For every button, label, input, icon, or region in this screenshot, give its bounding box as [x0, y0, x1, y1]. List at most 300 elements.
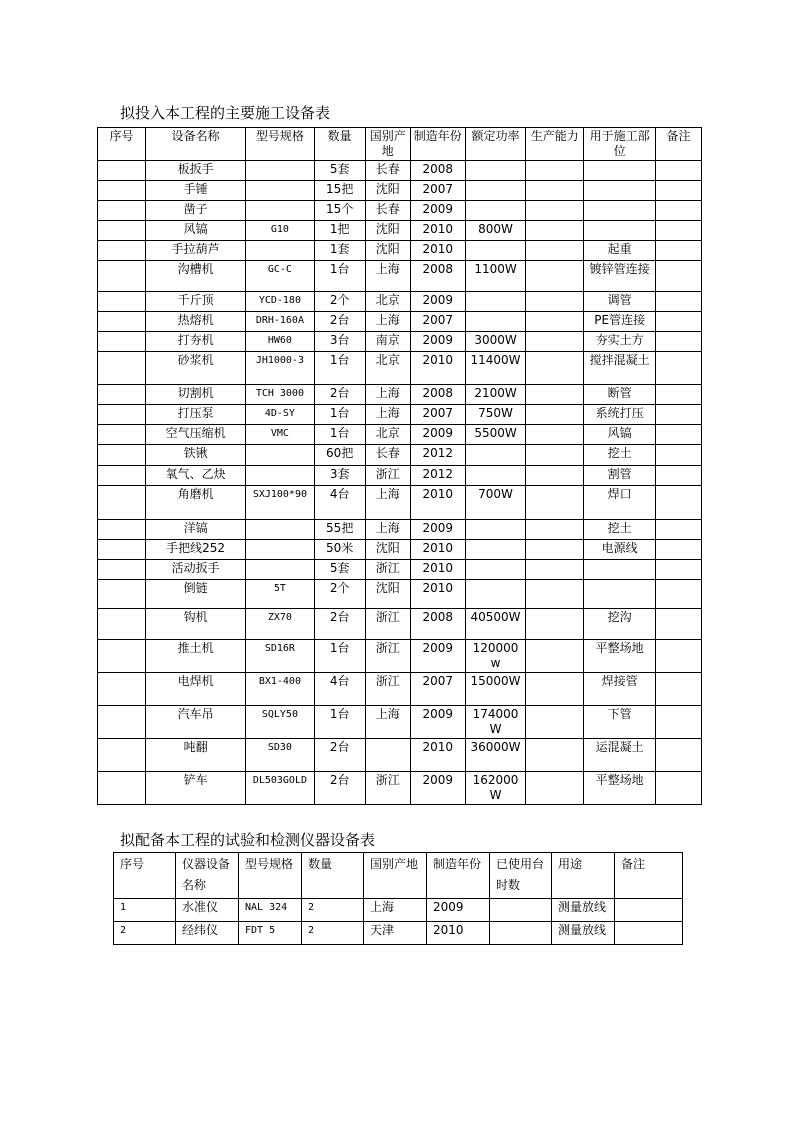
cell-year: 2009: [410, 640, 465, 673]
cell-model: JH1000-3: [246, 352, 314, 385]
cell-remark: [655, 181, 701, 201]
table-row: [98, 352, 702, 385]
table-row: [98, 466, 702, 486]
table-row: [98, 609, 702, 640]
cell-name: 沟槽机: [146, 261, 246, 292]
cell-remark: [655, 640, 701, 673]
cell-remark: [655, 352, 701, 385]
cell-name: 打压泵: [146, 405, 246, 425]
cell-origin: 浙江: [365, 640, 410, 673]
cell-quantity: 2台: [314, 772, 365, 805]
cell-index: [98, 739, 146, 772]
cell-year: 2009: [410, 520, 465, 540]
table-row: [98, 261, 702, 292]
instrument-table: [113, 852, 683, 945]
cell-usage: 调管: [584, 292, 656, 312]
table-row: [98, 181, 702, 201]
header-capacity: 生产能力: [526, 128, 584, 161]
header-year: 制造年份: [410, 128, 465, 161]
cell-capacity: [526, 520, 584, 540]
cell-model: HW60: [246, 332, 314, 352]
cell-model: [246, 560, 314, 580]
cell-quantity: 1台: [314, 706, 365, 739]
header-remark: 备注: [615, 853, 683, 899]
cell-capacity: [526, 466, 584, 486]
cell-model: 4D-SY: [246, 405, 314, 425]
cell-remark: [655, 312, 701, 332]
cell-index: [98, 405, 146, 425]
cell-index: 1: [114, 899, 176, 922]
cell-usage: [584, 221, 656, 241]
cell-year: 2009: [410, 425, 465, 445]
cell-year: 2012: [410, 445, 465, 466]
cell-origin: 上海: [365, 261, 410, 292]
cell-power: 700W: [465, 486, 525, 520]
cell-name: 钩机: [146, 609, 246, 640]
cell-usage: [584, 161, 656, 181]
cell-remark: [655, 580, 701, 609]
header-quantity: 数量: [302, 853, 364, 899]
cell-origin: 浙江: [365, 560, 410, 580]
cell-index: 2: [114, 922, 176, 945]
cell-index: [98, 385, 146, 405]
cell-origin: 沈阳: [365, 580, 410, 609]
cell-quantity: 4台: [314, 486, 365, 520]
cell-index: [98, 241, 146, 261]
table-row: [98, 161, 702, 181]
cell-quantity: 2台: [314, 385, 365, 405]
cell-index: [98, 560, 146, 580]
cell-name: 空气压缩机: [146, 425, 246, 445]
cell-model: ZX70: [246, 609, 314, 640]
cell-model: TCH 3000: [246, 385, 314, 405]
cell-name: 活动扳手: [146, 560, 246, 580]
cell-capacity: [526, 352, 584, 385]
cell-capacity: [526, 161, 584, 181]
table-row: [98, 706, 702, 739]
cell-usage: 镀锌管连接: [584, 261, 656, 292]
cell-power: 162000W: [465, 772, 525, 805]
cell-index: [98, 221, 146, 241]
table-row: [98, 405, 702, 425]
cell-quantity: 2个: [314, 580, 365, 609]
cell-quantity: 2台: [314, 739, 365, 772]
cell-year: 2010: [410, 486, 465, 520]
cell-remark: [655, 486, 701, 520]
cell-name: 板扳手: [146, 161, 246, 181]
cell-model: [246, 445, 314, 466]
cell-origin: [365, 739, 410, 772]
cell-model: SD16R: [246, 640, 314, 673]
cell-name: 推土机: [146, 640, 246, 673]
cell-power: 174000W: [465, 706, 525, 739]
cell-usage: 系统打压: [584, 405, 656, 425]
cell-year: 2010: [410, 580, 465, 609]
cell-year: 2009: [410, 772, 465, 805]
cell-power: [465, 201, 525, 221]
cell-year: 2010: [410, 739, 465, 772]
cell-usage: 测量放线: [552, 899, 615, 922]
cell-power: [465, 292, 525, 312]
cell-origin: 沈阳: [365, 241, 410, 261]
header-hours-used: 已使用台时数: [490, 853, 552, 899]
cell-capacity: [526, 292, 584, 312]
cell-capacity: [526, 241, 584, 261]
cell-remark: [615, 922, 683, 945]
cell-year: 2010: [410, 560, 465, 580]
cell-index: [98, 640, 146, 673]
cell-capacity: [526, 312, 584, 332]
cell-origin: 天津: [364, 922, 427, 945]
cell-origin: 上海: [364, 899, 427, 922]
header-model: 型号规格: [239, 853, 302, 899]
cell-hours-used: [490, 922, 552, 945]
cell-model: NAL 324: [239, 899, 302, 922]
cell-usage: 运混凝土: [584, 739, 656, 772]
cell-model: [246, 540, 314, 560]
cell-name: 角磨机: [146, 486, 246, 520]
cell-power: 800W: [465, 221, 525, 241]
table-row: [98, 560, 702, 580]
header-year: 制造年份: [427, 853, 490, 899]
cell-year: 2009: [410, 201, 465, 221]
cell-remark: [655, 405, 701, 425]
cell-remark: [655, 673, 701, 706]
cell-index: [98, 520, 146, 540]
cell-power: [465, 312, 525, 332]
cell-quantity: 15个: [314, 201, 365, 221]
cell-origin: 浙江: [365, 609, 410, 640]
cell-index: [98, 445, 146, 466]
cell-quantity: 5套: [314, 560, 365, 580]
cell-quantity: 2台: [314, 609, 365, 640]
cell-year: 2009: [410, 706, 465, 739]
cell-year: 2012: [410, 466, 465, 486]
cell-year: 2008: [410, 609, 465, 640]
cell-remark: [655, 425, 701, 445]
cell-model: [246, 241, 314, 261]
cell-origin: 浙江: [365, 673, 410, 706]
cell-model: G10: [246, 221, 314, 241]
cell-index: [98, 425, 146, 445]
cell-name: 手把线252: [146, 540, 246, 560]
header-origin: 国别产地: [365, 128, 410, 161]
cell-capacity: [526, 772, 584, 805]
cell-year: 2009: [410, 292, 465, 312]
cell-usage: [584, 560, 656, 580]
cell-usage: 下管: [584, 706, 656, 739]
cell-power: [465, 466, 525, 486]
cell-usage: 割管: [584, 466, 656, 486]
cell-index: [98, 312, 146, 332]
cell-year: 2010: [410, 221, 465, 241]
cell-model: [246, 201, 314, 221]
cell-quantity: 50米: [314, 540, 365, 560]
header-remark: 备注: [655, 128, 701, 161]
cell-name: 切割机: [146, 385, 246, 405]
cell-quantity: 1台: [314, 640, 365, 673]
cell-year: 2008: [410, 385, 465, 405]
cell-power: [465, 181, 525, 201]
table-row: [98, 739, 702, 772]
cell-capacity: [526, 385, 584, 405]
cell-remark: [655, 445, 701, 466]
cell-capacity: [526, 201, 584, 221]
cell-origin: 上海: [365, 312, 410, 332]
cell-name: 水准仪: [176, 899, 239, 922]
header-name: 设备名称: [146, 128, 246, 161]
table-row: [98, 425, 702, 445]
cell-index: [98, 540, 146, 560]
cell-model: DRH-160A: [246, 312, 314, 332]
table-row: [98, 640, 702, 673]
table-row: [98, 520, 702, 540]
cell-quantity: 1台: [314, 425, 365, 445]
cell-capacity: [526, 580, 584, 609]
cell-year: 2010: [410, 540, 465, 560]
cell-name: 吨翻: [146, 739, 246, 772]
cell-origin: 浙江: [365, 466, 410, 486]
cell-usage: 断管: [584, 385, 656, 405]
cell-model: SQLY50: [246, 706, 314, 739]
cell-usage: 平整场地: [584, 640, 656, 673]
cell-power: [465, 580, 525, 609]
cell-model: FDT 5: [239, 922, 302, 945]
table-row: [98, 580, 702, 609]
cell-quantity: 60把: [314, 445, 365, 466]
header-usage: 用途: [552, 853, 615, 899]
cell-index: [98, 332, 146, 352]
cell-power: [465, 520, 525, 540]
cell-power: [465, 540, 525, 560]
cell-remark: [615, 899, 683, 922]
cell-model: 5T: [246, 580, 314, 609]
cell-model: BX1-400: [246, 673, 314, 706]
table-row: [98, 385, 702, 405]
cell-usage: [584, 201, 656, 221]
table-row: [98, 445, 702, 466]
cell-name: 千斤顶: [146, 292, 246, 312]
cell-capacity: [526, 405, 584, 425]
cell-origin: 北京: [365, 292, 410, 312]
cell-name: 洋镐: [146, 520, 246, 540]
cell-model: [246, 466, 314, 486]
header-origin: 国别产地: [364, 853, 427, 899]
cell-origin: 北京: [365, 352, 410, 385]
cell-capacity: [526, 706, 584, 739]
cell-name: 凿子: [146, 201, 246, 221]
cell-index: [98, 673, 146, 706]
cell-index: [98, 466, 146, 486]
table-row: [98, 292, 702, 312]
cell-power: 5500W: [465, 425, 525, 445]
cell-quantity: 1台: [314, 261, 365, 292]
cell-name: 打夯机: [146, 332, 246, 352]
cell-usage: 测量放线: [552, 922, 615, 945]
cell-remark: [655, 292, 701, 312]
header-quantity: 数量: [314, 128, 365, 161]
table-row: [98, 673, 702, 706]
header-index: 序号: [98, 128, 146, 161]
cell-origin: 长春: [365, 201, 410, 221]
cell-model: [246, 181, 314, 201]
table-row: [98, 241, 702, 261]
cell-usage: 夯实土方: [584, 332, 656, 352]
cell-name: 倒链: [146, 580, 246, 609]
cell-model: DL503GOLD: [246, 772, 314, 805]
cell-capacity: [526, 445, 584, 466]
table-row: [98, 201, 702, 221]
cell-power: [465, 445, 525, 466]
cell-quantity: 2: [302, 899, 364, 922]
cell-capacity: [526, 221, 584, 241]
cell-power: 15000W: [465, 673, 525, 706]
cell-power: 750W: [465, 405, 525, 425]
cell-year: 2010: [410, 241, 465, 261]
table-row: [98, 540, 702, 560]
cell-index: [98, 609, 146, 640]
cell-model: SD30: [246, 739, 314, 772]
cell-remark: [655, 520, 701, 540]
cell-usage: PE管连接: [584, 312, 656, 332]
cell-usage: 起重: [584, 241, 656, 261]
cell-name: 热熔机: [146, 312, 246, 332]
cell-capacity: [526, 486, 584, 520]
cell-remark: [655, 772, 701, 805]
cell-year: 2010: [410, 352, 465, 385]
cell-remark: [655, 385, 701, 405]
table-row: [98, 486, 702, 520]
cell-quantity: 2个: [314, 292, 365, 312]
cell-origin: 北京: [365, 425, 410, 445]
cell-power: 2100W: [465, 385, 525, 405]
cell-quantity: 3台: [314, 332, 365, 352]
cell-name: 氧气、乙炔: [146, 466, 246, 486]
cell-index: [98, 486, 146, 520]
cell-capacity: [526, 640, 584, 673]
cell-origin: 上海: [365, 405, 410, 425]
cell-remark: [655, 540, 701, 560]
cell-quantity: 4台: [314, 673, 365, 706]
cell-capacity: [526, 673, 584, 706]
cell-capacity: [526, 181, 584, 201]
table-row: [98, 772, 702, 805]
header-row: [114, 853, 683, 899]
cell-remark: [655, 706, 701, 739]
header-row: [98, 128, 702, 161]
cell-quantity: 2: [302, 922, 364, 945]
cell-model: YCD-180: [246, 292, 314, 312]
cell-name: 经纬仪: [176, 922, 239, 945]
cell-capacity: [526, 332, 584, 352]
cell-quantity: 1套: [314, 241, 365, 261]
cell-remark: [655, 332, 701, 352]
cell-index: [98, 201, 146, 221]
cell-usage: 焊口: [584, 486, 656, 520]
cell-hours-used: [490, 899, 552, 922]
table-row: [98, 332, 702, 352]
cell-origin: 上海: [365, 385, 410, 405]
cell-capacity: [526, 560, 584, 580]
cell-capacity: [526, 540, 584, 560]
cell-model: VMC: [246, 425, 314, 445]
cell-quantity: 3套: [314, 466, 365, 486]
cell-quantity: 1台: [314, 405, 365, 425]
cell-index: [98, 261, 146, 292]
equipment-table: [97, 127, 702, 805]
cell-name: 手锤: [146, 181, 246, 201]
cell-usage: 风镐: [584, 425, 656, 445]
cell-capacity: [526, 739, 584, 772]
cell-origin: 上海: [365, 706, 410, 739]
cell-usage: 挖土: [584, 520, 656, 540]
cell-remark: [655, 241, 701, 261]
equipment-table-title: 拟投入本工程的主要施工设备表: [120, 104, 331, 122]
table-row: [114, 899, 683, 922]
cell-power: 120000w: [465, 640, 525, 673]
cell-model: GC-C: [246, 261, 314, 292]
cell-name: 铁锹: [146, 445, 246, 466]
cell-remark: [655, 466, 701, 486]
header-model: 型号规格: [246, 128, 314, 161]
cell-remark: [655, 201, 701, 221]
cell-usage: 电源线: [584, 540, 656, 560]
cell-year: 2007: [410, 673, 465, 706]
cell-quantity: 15把: [314, 181, 365, 201]
header-usage: 用于施工部位: [584, 128, 656, 161]
cell-index: [98, 772, 146, 805]
cell-index: [98, 161, 146, 181]
cell-index: [98, 292, 146, 312]
cell-power: 1100W: [465, 261, 525, 292]
cell-quantity: 2台: [314, 312, 365, 332]
table-row: [98, 221, 702, 241]
cell-remark: [655, 261, 701, 292]
cell-usage: 挖土: [584, 445, 656, 466]
cell-index: [98, 181, 146, 201]
cell-model: [246, 520, 314, 540]
cell-origin: 上海: [365, 520, 410, 540]
cell-remark: [655, 609, 701, 640]
cell-power: 40500W: [465, 609, 525, 640]
cell-year: 2008: [410, 161, 465, 181]
cell-quantity: 1台: [314, 352, 365, 385]
cell-year: 2007: [410, 181, 465, 201]
cell-year: 2008: [410, 261, 465, 292]
cell-remark: [655, 739, 701, 772]
cell-model: SXJ100*90: [246, 486, 314, 520]
header-power: 额定功率: [465, 128, 525, 161]
cell-power: 3000W: [465, 332, 525, 352]
cell-origin: 上海: [365, 486, 410, 520]
cell-remark: [655, 560, 701, 580]
cell-power: 11400W: [465, 352, 525, 385]
cell-remark: [655, 161, 701, 181]
cell-model: [246, 161, 314, 181]
cell-origin: 浙江: [365, 772, 410, 805]
cell-origin: 长春: [365, 445, 410, 466]
cell-usage: 挖沟: [584, 609, 656, 640]
cell-name: 电焊机: [146, 673, 246, 706]
table-row: [114, 922, 683, 945]
cell-index: [98, 706, 146, 739]
cell-quantity: 5套: [314, 161, 365, 181]
cell-name: 风镐: [146, 221, 246, 241]
cell-origin: 沈阳: [365, 181, 410, 201]
cell-year: 2007: [410, 405, 465, 425]
cell-year: 2009: [427, 899, 490, 922]
cell-usage: 搅拌混凝土: [584, 352, 656, 385]
